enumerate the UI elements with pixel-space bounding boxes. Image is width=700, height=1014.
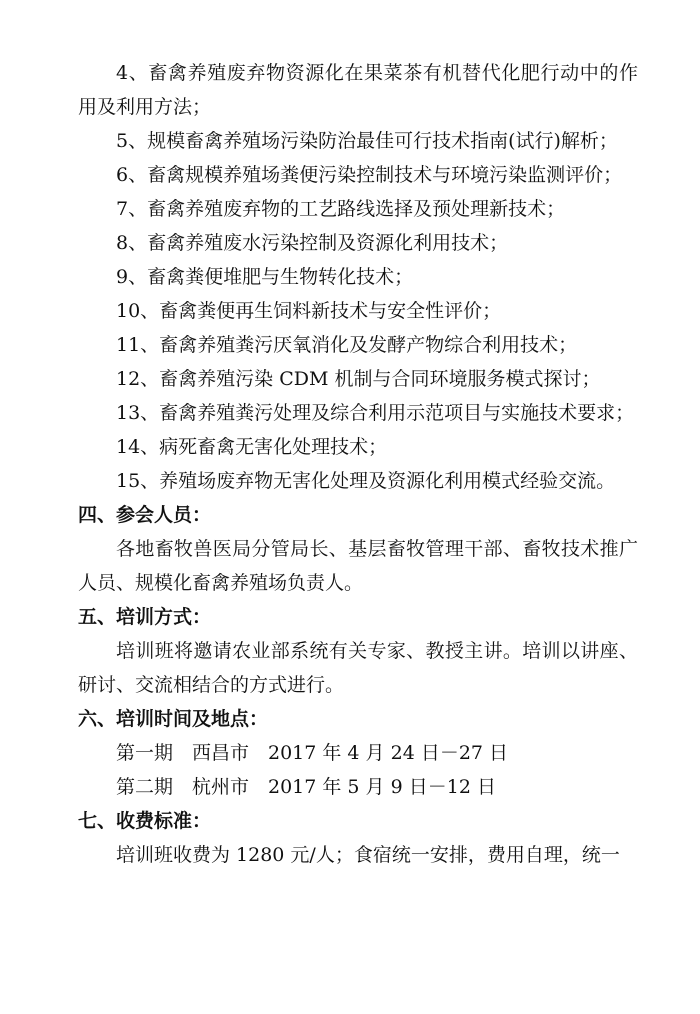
- schedule-heading: 六、培训时间及地点：: [78, 708, 269, 730]
- schedule-session-1: 第一期 西昌市 2017 年 4 月 24 日－27 日: [116, 742, 509, 764]
- topic-item-6: 6、畜禽规模养殖场粪便污染控制技术与环境污染监测评价；: [116, 164, 623, 186]
- schedule-session-2: 第二期 杭州市 2017 年 5 月 9 日－12 日: [116, 776, 496, 798]
- fees-heading: 七、收费标准：: [78, 810, 212, 832]
- topic-item-11: 11、畜禽养殖粪污厌氧消化及发酵产物综合利用技术；: [116, 334, 578, 356]
- fees-body: 培训班收费为 1280 元/人；食宿统一安排，费用自理，统一: [116, 844, 620, 866]
- topic-item-7: 7、畜禽养殖废弃物的工艺路线选择及预处理新技术；: [116, 198, 566, 220]
- participants-heading: 四、参会人员：: [78, 504, 212, 526]
- topic-item-13: 13、畜禽养殖粪污处理及综合利用示范项目与实施技术要求；: [116, 402, 635, 424]
- topic-item-12: 12、畜禽养殖污染 CDM 机制与合同环境服务模式探讨；: [116, 368, 601, 390]
- topic-item-8: 8、畜禽养殖废水污染控制及资源化利用技术；: [116, 232, 509, 254]
- method-heading: 五、培训方式：: [78, 606, 212, 628]
- method-body: 培训班将邀请农业部系统有关专家、教授主讲。培训以讲座、研讨、交流相结合的方式进行。: [78, 640, 638, 696]
- document-page: [78, 56, 638, 872]
- topic-item-4: 4、畜禽养殖废弃物资源化在果菜茶有机替代化肥行动中的作用及利用方法；: [78, 62, 638, 118]
- participants-body: 各地畜牧兽医局分管局长、基层畜牧管理干部、畜牧技术推广人员、规模化畜禽养殖场负责人。: [78, 538, 638, 594]
- topic-item-14: 14、病死畜禽无害化处理技术；: [116, 436, 388, 458]
- topic-item-10: 10、畜禽粪便再生饲料新技术与安全性评价；: [116, 300, 502, 322]
- topic-item-9: 9、畜禽粪便堆肥与生物转化技术；: [116, 266, 414, 288]
- topic-item-15: 15、养殖场废弃物无害化处理及资源化利用模式经验交流。: [116, 470, 616, 492]
- topic-item-5: 5、规模畜禽养殖场污染防治最佳可行技术指南(试行)解析；: [116, 130, 618, 152]
